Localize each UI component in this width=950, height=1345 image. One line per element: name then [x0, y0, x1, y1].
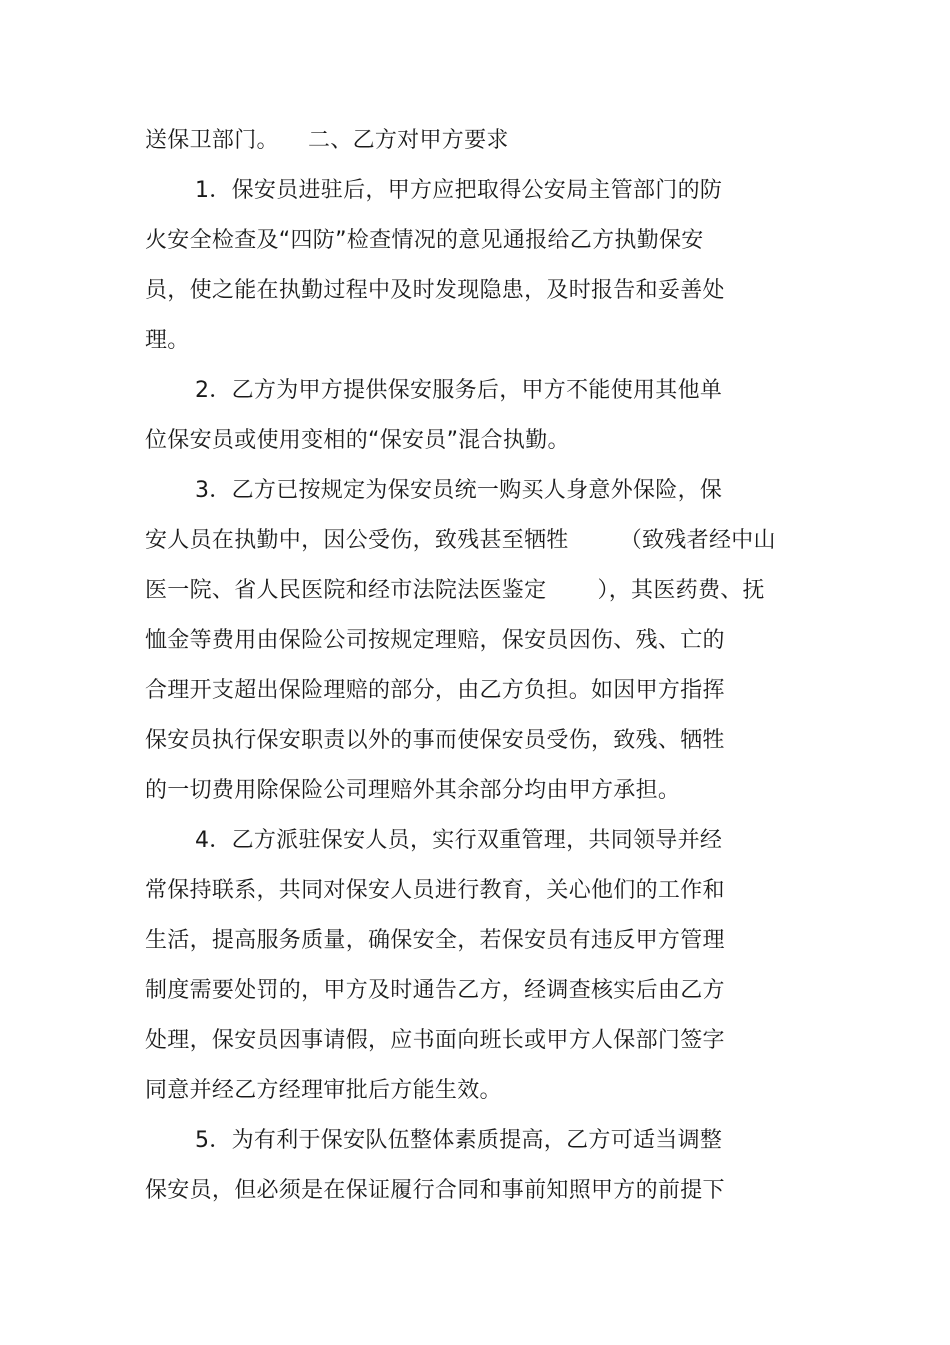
- text-line: 火安全检查及“四防”检查情况的意见通报给乙方执勤保安: [145, 228, 704, 253]
- text-line: 保安员，但必须是在保证履行合同和事前知照甲方的前提下: [145, 1178, 725, 1203]
- text-line: 的一切费用除保险公司理赔外其余部分均由甲方承担。: [145, 778, 681, 803]
- text-line: 恤金等费用由保险公司按规定理赔，保安员因伤、残、亡的: [145, 628, 725, 653]
- text-line: 同意并经乙方经理审批后方能生效。: [145, 1078, 502, 1103]
- text-line: 保安员执行保安职责以外的事而使保安员受伤，致残、牺牲: [145, 728, 725, 753]
- text-line: 医一院、省人民医院和经市法院法医鉴定 ），其医药费、抚: [145, 578, 765, 603]
- text-line: 5．为有利于保安队伍整体素质提高，乙方可适当调整: [195, 1128, 723, 1153]
- text-line: 送保卫部门。 二、乙方对甲方要求: [145, 128, 509, 153]
- text-line: 处理，保安员因事请假，应书面向班长或甲方人保部门签字: [145, 1028, 725, 1053]
- text-line: 合理开支超出保险理赔的部分，由乙方负担。如因甲方指挥: [145, 678, 725, 703]
- text-line: 常保持联系，共同对保安人员进行教育，关心他们的工作和: [145, 878, 725, 903]
- text-line: 4．乙方派驻保安人员，实行双重管理，共同领导并经: [195, 828, 723, 853]
- text-line: 2．乙方为甲方提供保安服务后，甲方不能使用其他单: [195, 378, 723, 403]
- text-line: 1．保安员进驻后，甲方应把取得公安局主管部门的防: [195, 178, 723, 203]
- text-line: 理。: [145, 328, 190, 353]
- text-line: 安人员在执勤中，因公受伤，致残甚至牺牲 （致残者经中山: [145, 528, 776, 553]
- text-line: 位保安员或使用变相的“保安员”混合执勤。: [145, 428, 570, 453]
- text-line: 3．乙方已按规定为保安员统一购买人身意外保险，保: [195, 478, 723, 503]
- text-line: 生活，提高服务质量，确保安全，若保安员有违反甲方管理: [145, 928, 725, 953]
- text-line: 制度需要处罚的，甲方及时通告乙方，经调查核实后由乙方: [145, 978, 725, 1003]
- text-line: 员，使之能在执勤过程中及时发现隐患，及时报告和妥善处: [145, 278, 725, 303]
